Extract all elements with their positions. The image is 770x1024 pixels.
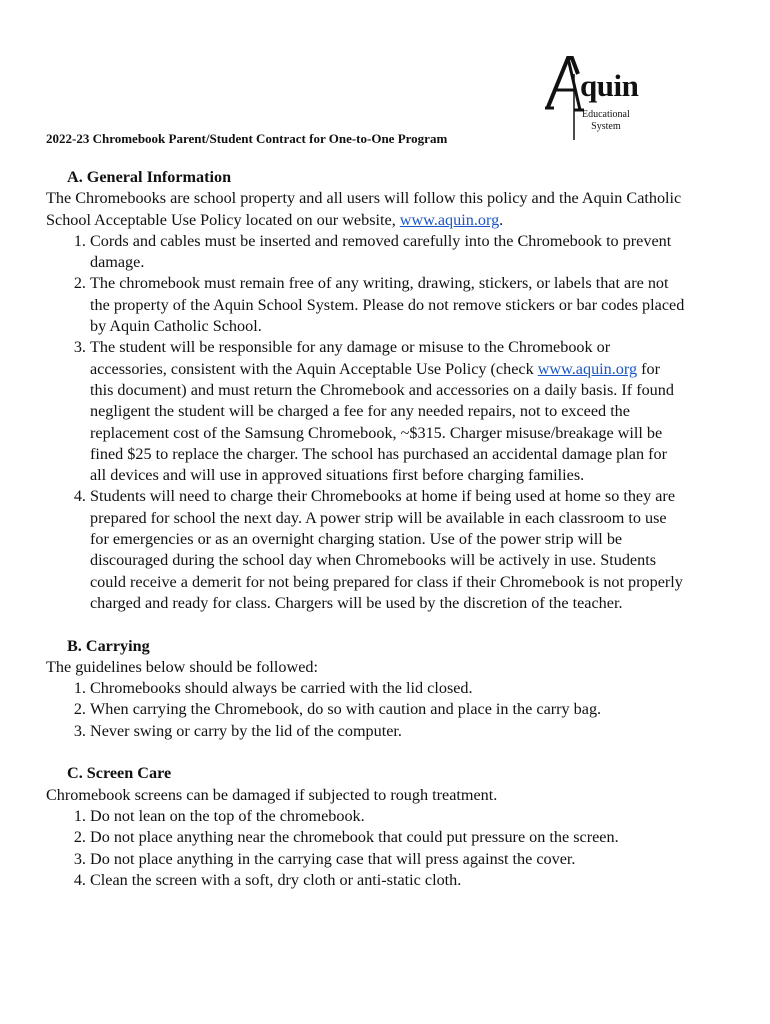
section-b-heading: B. Carrying bbox=[67, 636, 150, 655]
logo-subtitle bbox=[582, 109, 630, 133]
aquin-website-link[interactable]: www.aquin.org bbox=[399, 210, 500, 229]
logo-subtitle-line2: System bbox=[591, 121, 621, 132]
list-item: 1. Cords and cables must be inserted and removed carefully into the Chromebook to prevent damage. bbox=[90, 231, 686, 274]
section-c-intro: Chromebook screens can be damaged if subjected to rough treatment. bbox=[46, 785, 498, 804]
logo-wordmark: quin bbox=[580, 68, 639, 103]
list-item: 2. Do not place anything near the chromebook that could put pressure on the screen. bbox=[90, 827, 686, 848]
logo-subtitle-line1: Educational bbox=[582, 109, 630, 120]
list-item-text: The student will be responsible for any damage or misuse to the Chromebook or accessories, consistent with the Aquin Acceptable Use Policy (check bbox=[90, 338, 611, 378]
section-c-heading: C. Screen Care bbox=[67, 764, 172, 783]
list-item: 3. Do not place anything in the carrying case that will press against the cover. bbox=[90, 849, 686, 870]
document-title: 2022-23 Chromebook Parent/Student Contract for One-to-One Program bbox=[46, 131, 448, 146]
list-item bbox=[90, 337, 686, 486]
section-b-intro: The guidelines below should be followed: bbox=[46, 657, 318, 676]
section-b-list bbox=[46, 678, 686, 742]
section-c-list bbox=[46, 806, 686, 891]
list-item: 1. Do not lean on the top of the chromebook. bbox=[90, 806, 686, 827]
aquin-logo bbox=[538, 52, 658, 142]
section-a-intro bbox=[46, 188, 686, 231]
list-item: 1. Chromebooks should always be carried with the lid closed. bbox=[90, 678, 686, 699]
list-item: 4. Clean the screen with a soft, dry cloth or anti-static cloth. bbox=[90, 870, 686, 891]
section-a-heading: A. General Information bbox=[67, 168, 232, 186]
list-item-text: for this document) and must return the Chromebook and accessories on a daily basis. If found negligent the student will be charged a fee for any needed repairs, not to exceed the replacement cost of the Samsung Chromebook, ~$315. Charger misuse/breakage will be fined $25 to replace the charger. The school has purchased an accidental damage plan for all devices and will use in approved situations first before charging families. bbox=[90, 359, 674, 485]
list-item: 3. Never swing or carry by the lid of the computer. bbox=[90, 721, 686, 742]
section-a-intro-text: The Chromebooks are school property and all users will follow this policy and the Aquin Catholic School Acceptable Use Policy located on our website, bbox=[46, 189, 682, 229]
section-a-list bbox=[46, 231, 686, 614]
list-item: 2. When carrying the Chromebook, do so with caution and place in the carry bag. bbox=[90, 699, 686, 720]
document-body bbox=[46, 167, 686, 891]
aquin-policy-link[interactable]: www.aquin.org bbox=[537, 359, 638, 378]
section-spacer bbox=[46, 614, 686, 635]
list-item: 2. The chromebook must remain free of any writing, drawing, stickers, or labels that are not the property of the Aquin School System. Please do not remove stickers or bar codes placed by Aquin Catholic School. bbox=[90, 273, 686, 337]
list-item: 4. Students will need to charge their Chromebooks at home if being used at home so they are prepared for school the next day. A power strip will be available in each classroom to use for emergencies or as an overnight charging station. Use of the power strip will be discouraged during the school day when Chromebooks will be actively in use. Students could receive a demerit for not being prepared for class if their Chromebook is not properly charged and ready for class. Chargers will be used by the discretion of the teacher. bbox=[90, 486, 686, 614]
section-spacer bbox=[46, 742, 686, 763]
section-a-intro-end: . bbox=[499, 210, 504, 229]
